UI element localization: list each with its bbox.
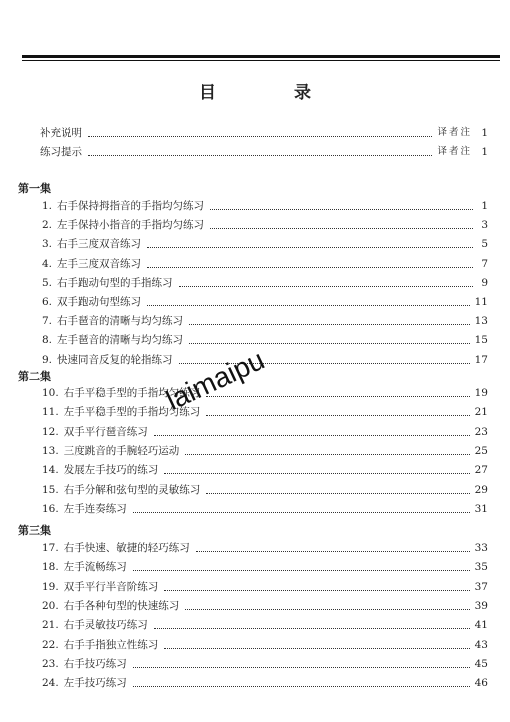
- toc-entry[interactable]: [42, 237, 488, 251]
- toc-entry-number: 10.: [42, 387, 59, 399]
- toc-entry-label: 左手技巧练习: [63, 677, 127, 690]
- toc-entry-label: 右手跑动句型的手指练习: [57, 276, 173, 289]
- header-rule-thick: [22, 55, 500, 58]
- toc-entry[interactable]: [42, 676, 488, 690]
- watermark: laimaipu: [161, 343, 270, 417]
- toc-entry[interactable]: [42, 333, 488, 347]
- toc-entry-page: 1: [481, 127, 488, 139]
- dot-leader: [133, 679, 470, 687]
- toc-entry-label: 左手保持小指音的手指均匀练习: [57, 219, 205, 232]
- toc-entry-page: 1: [481, 200, 488, 212]
- toc-entry-label: 左手三度双音练习: [57, 257, 142, 270]
- toc-entry[interactable]: [42, 444, 488, 458]
- dot-leader: [88, 129, 432, 137]
- dot-leader: [164, 466, 469, 474]
- toc-entry-number: 3.: [42, 238, 53, 251]
- toc-entry-number: 14.: [42, 464, 59, 477]
- dot-leader: [154, 428, 470, 436]
- toc-entry-page: 39: [474, 599, 488, 612]
- toc-entry-label: 右手快速、敏捷的轻巧练习: [63, 542, 190, 554]
- dot-leader: [147, 260, 473, 268]
- toc-entry-page: 41: [474, 619, 488, 632]
- toc-entry[interactable]: [42, 560, 488, 574]
- toc-entry-label: 左手流畅练习: [63, 561, 127, 574]
- toc-entry-author: 译者注: [437, 146, 472, 157]
- dot-leader: [133, 660, 470, 668]
- toc-entry-label: 左手平稳手型的手指均匀练习: [63, 406, 201, 419]
- dot-leader: [164, 583, 469, 591]
- toc-entry-practice-tips[interactable]: [40, 145, 488, 159]
- dot-leader: [164, 641, 469, 649]
- toc-entry-supplement[interactable]: [40, 126, 488, 140]
- toc-entry-author: 译者注: [437, 127, 472, 138]
- toc-entry-page: 3: [481, 219, 488, 232]
- toc-entry-label: 补充说明: [40, 127, 82, 139]
- toc-entry-label: 三度跳音的手腕轻巧运动: [63, 444, 180, 457]
- toc-entry-page: 29: [474, 483, 488, 496]
- toc-entry-page: 45: [474, 657, 488, 670]
- toc-entry-page: 31: [474, 502, 488, 515]
- toc-entry-number: 1.: [42, 200, 53, 212]
- toc-entry-page: 13: [474, 315, 488, 328]
- dot-leader: [133, 563, 470, 571]
- toc-entry[interactable]: [42, 257, 488, 271]
- dot-leader: [179, 279, 473, 287]
- dot-leader: [147, 298, 470, 306]
- toc-entry-number: 17.: [42, 542, 59, 554]
- toc-entry[interactable]: [42, 483, 488, 497]
- toc-entry[interactable]: [42, 386, 488, 400]
- section-heading: 第三集: [18, 524, 51, 537]
- toc-entry-page: 5: [481, 238, 488, 251]
- toc-entry-page: 17: [474, 353, 488, 366]
- toc-entry-page: 37: [474, 580, 488, 593]
- toc-entry-number: 12.: [42, 425, 59, 438]
- toc-entry-page: 46: [474, 677, 488, 690]
- toc-entry[interactable]: [42, 638, 488, 652]
- toc-entry-page: 11: [474, 296, 488, 308]
- toc-entry[interactable]: [42, 295, 488, 309]
- toc-entry-label: 右手分解和弦句型的灵敏练习: [63, 483, 201, 496]
- toc-entry-number: 15.: [42, 483, 59, 496]
- toc-entry-number: 13.: [42, 444, 59, 457]
- dot-leader: [206, 389, 469, 397]
- dot-leader: [185, 602, 469, 610]
- toc-entry-page: 19: [474, 387, 488, 399]
- dot-leader: [185, 447, 469, 455]
- toc-entry-label: 左手连奏练习: [63, 502, 127, 515]
- toc-entry-page: 7: [481, 257, 488, 270]
- toc-entry-label: 右手灵敏技巧练习: [63, 619, 148, 632]
- section-heading: 第二集: [18, 370, 51, 383]
- dot-leader: [147, 240, 473, 248]
- dot-leader: [206, 486, 469, 494]
- toc-entry-page: 1: [481, 146, 488, 158]
- toc-entry-number: 6.: [42, 296, 53, 308]
- toc-entry-number: 16.: [42, 502, 59, 515]
- toc-entry[interactable]: [42, 218, 488, 232]
- toc-entry-number: 5.: [42, 276, 53, 289]
- toc-entry-label: 右手各种句型的快速练习: [63, 599, 180, 612]
- section-heading: 第一集: [18, 182, 51, 195]
- toc-entry[interactable]: [42, 502, 488, 516]
- toc-entry-label: 左手琶音的清晰与均匀练习: [57, 334, 184, 347]
- toc-entry[interactable]: [42, 657, 488, 671]
- toc-entry-label: 发展左手技巧的练习: [63, 464, 159, 477]
- toc-entry-page: 25: [474, 444, 488, 457]
- header-rule-thin: [22, 60, 500, 61]
- toc-entry-label: 双手平行琶音练习: [63, 425, 148, 438]
- toc-entry-number: 23.: [42, 657, 59, 670]
- dot-leader: [189, 336, 470, 344]
- dot-leader: [196, 544, 470, 552]
- toc-entry-page: 21: [474, 406, 488, 419]
- toc-entry-number: 4.: [42, 257, 53, 270]
- toc-entry-page: 15: [474, 334, 488, 347]
- toc-entry[interactable]: [42, 580, 488, 594]
- toc-entry-label: 双手跑动句型练习: [57, 296, 142, 308]
- dot-leader: [210, 221, 473, 229]
- dot-leader: [154, 621, 470, 629]
- toc-entry[interactable]: [42, 276, 488, 290]
- toc-entry-label: 右手三度双音练习: [57, 238, 142, 251]
- toc-entry[interactable]: [42, 405, 488, 419]
- toc-entry-number: 19.: [42, 580, 59, 593]
- toc-entry-label: 双手平行半音阶练习: [63, 580, 159, 593]
- toc-entry[interactable]: [42, 599, 488, 613]
- toc-entry-page: 27: [474, 464, 488, 477]
- toc-entry-page: 43: [474, 638, 488, 651]
- toc-entry-number: 20.: [42, 599, 59, 612]
- toc-entry-number: 11.: [42, 406, 59, 419]
- toc-entry[interactable]: [42, 425, 488, 439]
- toc-entry-page: 33: [474, 542, 488, 554]
- dot-leader: [210, 202, 473, 210]
- toc-entry-page: 9: [481, 276, 488, 289]
- dot-leader: [206, 408, 469, 416]
- toc-entry-label: 右手保持拇指音的手指均匀练习: [57, 200, 205, 212]
- toc-entry-number: 18.: [42, 561, 59, 574]
- page-title: 目 录: [199, 83, 347, 103]
- toc-entry-page: 23: [474, 425, 488, 438]
- toc-entry-label: 右手平稳手型的手指均匀练习: [63, 387, 201, 399]
- dot-leader: [88, 148, 432, 156]
- toc-entry-label: 快速同音反复的轮指练习: [57, 353, 173, 366]
- toc-entry-page: 35: [474, 561, 488, 574]
- toc-entry[interactable]: [42, 541, 488, 555]
- toc-entry-number: 24.: [42, 677, 59, 690]
- toc-entry[interactable]: [42, 314, 488, 328]
- toc-entry-number: 22.: [42, 638, 59, 651]
- toc-entry-label: 右手技巧练习: [63, 657, 127, 670]
- dot-leader: [189, 317, 470, 325]
- toc-entry-number: 7.: [42, 315, 53, 328]
- toc-entry-number: 8.: [42, 334, 53, 347]
- toc-entry-label: 右手手指独立性练习: [63, 638, 159, 651]
- toc-entry-number: 2.: [42, 219, 53, 232]
- toc-entry[interactable]: [42, 618, 488, 632]
- toc-entry-number: 9.: [42, 353, 53, 366]
- toc-entry[interactable]: [42, 463, 488, 477]
- toc-entry[interactable]: [42, 199, 488, 213]
- toc-entry-label: 右手琶音的清晰与均匀练习: [57, 315, 184, 328]
- dot-leader: [133, 505, 470, 513]
- toc-entry-label: 练习提示: [40, 146, 82, 158]
- toc-entry-number: 21.: [42, 619, 59, 632]
